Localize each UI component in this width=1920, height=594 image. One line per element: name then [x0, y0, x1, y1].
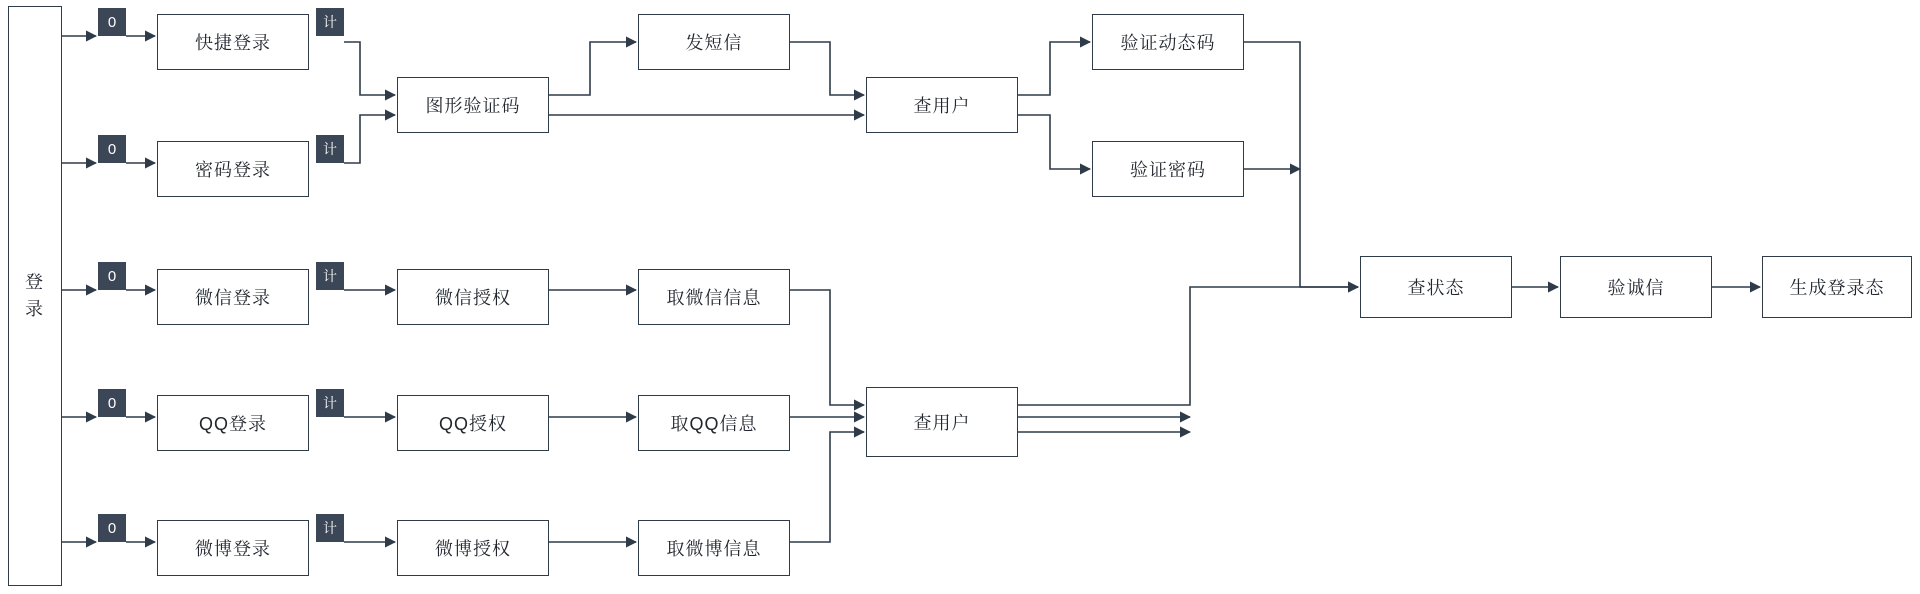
node-wechat-login[interactable] [157, 269, 309, 325]
node-password-login[interactable] [157, 141, 309, 197]
node-weibo-auth[interactable] [397, 520, 549, 576]
node-send-sms[interactable] [638, 14, 790, 70]
node-query-user-top[interactable] [866, 77, 1018, 133]
badge-wechat-login-counter[interactable] [316, 262, 344, 290]
node-send-sms-label: 发短信 [685, 33, 743, 53]
node-verify-password-label: 验证密码 [1130, 160, 1206, 180]
node-password-login-label: 密码登录 [195, 160, 271, 180]
node-quick-login-label: 快捷登录 [195, 33, 271, 53]
node-query-user-top-label: 查用户 [913, 96, 971, 116]
node-get-wechat-info[interactable] [638, 269, 790, 325]
node-get-weibo-info-label: 取微博信息 [666, 539, 762, 559]
badge-weibo-login-counter-label: 计 [323, 520, 337, 536]
badge-qq-login-counter[interactable] [316, 389, 344, 417]
node-verify-integrity-label: 验诚信 [1607, 278, 1665, 298]
badge-quick-login-start-label: 0 [107, 13, 117, 31]
node-login[interactable] [8, 6, 62, 586]
badge-wechat-login-counter-label: 计 [323, 268, 337, 284]
node-query-status-label: 查状态 [1407, 278, 1465, 298]
node-qq-login[interactable] [157, 395, 309, 451]
badge-password-login-start-label: 0 [107, 140, 117, 158]
badge-weibo-login-start-label: 0 [107, 519, 117, 537]
node-graphic-captcha[interactable] [397, 77, 549, 133]
node-qq-auth[interactable] [397, 395, 549, 451]
node-wechat-login-label: 微信登录 [195, 288, 271, 308]
badge-qq-login-start[interactable] [98, 389, 126, 417]
node-weibo-login[interactable] [157, 520, 309, 576]
badge-wechat-login-start[interactable] [98, 262, 126, 290]
node-get-qq-info-label: 取QQ信息 [670, 414, 758, 434]
badge-quick-login-counter[interactable] [316, 8, 344, 36]
node-wechat-auth[interactable] [397, 269, 549, 325]
node-wechat-auth-label: 微信授权 [435, 288, 511, 308]
node-login-label-2: 录 [25, 299, 45, 319]
badge-password-login-counter[interactable] [316, 135, 344, 163]
node-query-user-bottom-label: 查用户 [913, 413, 971, 433]
badge-weibo-login-counter[interactable] [316, 514, 344, 542]
node-weibo-auth-label: 微博授权 [435, 539, 511, 559]
node-get-wechat-info-label: 取微信信息 [666, 288, 762, 308]
node-verify-password[interactable] [1092, 141, 1244, 197]
node-quick-login[interactable] [157, 14, 309, 70]
badge-weibo-login-start[interactable] [98, 514, 126, 542]
node-qq-auth-label: QQ授权 [438, 414, 507, 434]
badge-wechat-login-start-label: 0 [107, 267, 117, 285]
node-query-status[interactable] [1360, 256, 1512, 318]
node-weibo-login-label: 微博登录 [195, 539, 271, 559]
badge-password-login-counter-label: 计 [323, 141, 337, 157]
badge-password-login-start[interactable] [98, 135, 126, 163]
badge-qq-login-start-label: 0 [107, 394, 117, 412]
badge-qq-login-counter-label: 计 [323, 395, 337, 411]
node-verify-dynamic-code[interactable] [1092, 14, 1244, 70]
node-verify-integrity[interactable] [1560, 256, 1712, 318]
node-login-label-1: 登 [25, 272, 45, 292]
node-generate-login-state-label: 生成登录态 [1789, 278, 1885, 298]
node-graphic-captcha-label: 图形验证码 [425, 96, 521, 116]
node-get-qq-info[interactable] [638, 395, 790, 451]
badge-quick-login-counter-label: 计 [323, 14, 337, 30]
node-qq-login-label: QQ登录 [198, 414, 267, 434]
node-generate-login-state[interactable] [1762, 256, 1912, 318]
node-get-weibo-info[interactable] [638, 520, 790, 576]
badge-quick-login-start[interactable] [98, 8, 126, 36]
node-verify-dynamic-code-label: 验证动态码 [1120, 33, 1216, 53]
node-query-user-bottom[interactable] [866, 387, 1018, 457]
